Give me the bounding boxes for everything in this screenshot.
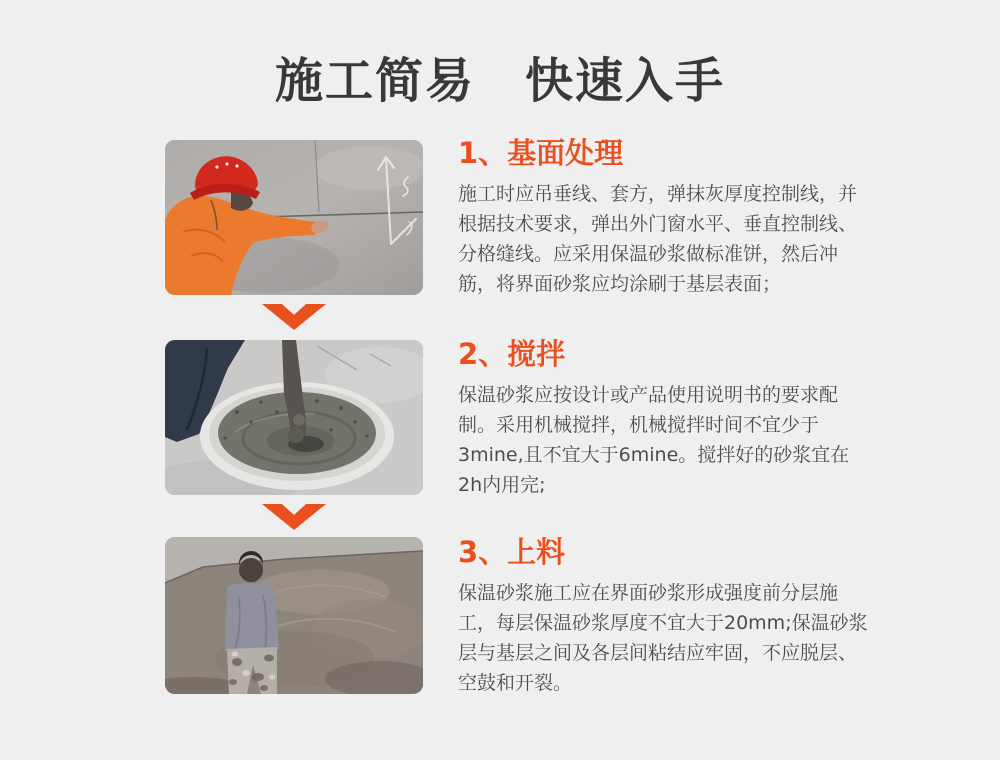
chevron-down-icon — [262, 304, 326, 330]
chevron-down-icon — [262, 504, 326, 530]
mortar-mixing-bucket-image — [165, 340, 423, 495]
step3-text-block — [458, 533, 873, 698]
page-title: 施工简易 快速入手 — [274, 53, 725, 109]
step3-description: 保温砂浆施工应在界面砂浆形成强度前分层施工，每层保温砂浆厚度不宜大于20mm;保温砂浆层与基层之间及各层间粘结应牢固，不应脱层、空鼓和开裂。 — [458, 582, 868, 694]
step2-photo — [165, 340, 423, 495]
step2-heading: 2、搅拌 — [458, 337, 566, 371]
step1-description: 施工时应吊垂线、套方，弹抹灰厚度控制线，并根据技术要求，弹出外门窗水平、垂直控制线、分格缝线。应采用保温砂浆做标准饼，然后冲筋，将界面砂浆应均涂刷于基层表面； — [458, 183, 858, 295]
worker-applying-mortar-image — [165, 537, 423, 694]
worker-marking-wall-image — [165, 140, 423, 295]
step3-heading: 3、上料 — [458, 535, 566, 569]
step2-description: 保温砂浆应按设计或产品使用说明书的要求配制。采用机械搅拌，机械搅拌时间不宜少于3mine,且不宜大于6mine。搅拌好的砂浆宜在2h内用完; — [458, 384, 850, 496]
step1-heading: 1、基面处理 — [458, 136, 624, 170]
step1-text-block — [458, 134, 873, 299]
step3-photo — [165, 537, 423, 694]
step2-text-block — [458, 335, 873, 500]
step1-photo — [165, 140, 423, 295]
